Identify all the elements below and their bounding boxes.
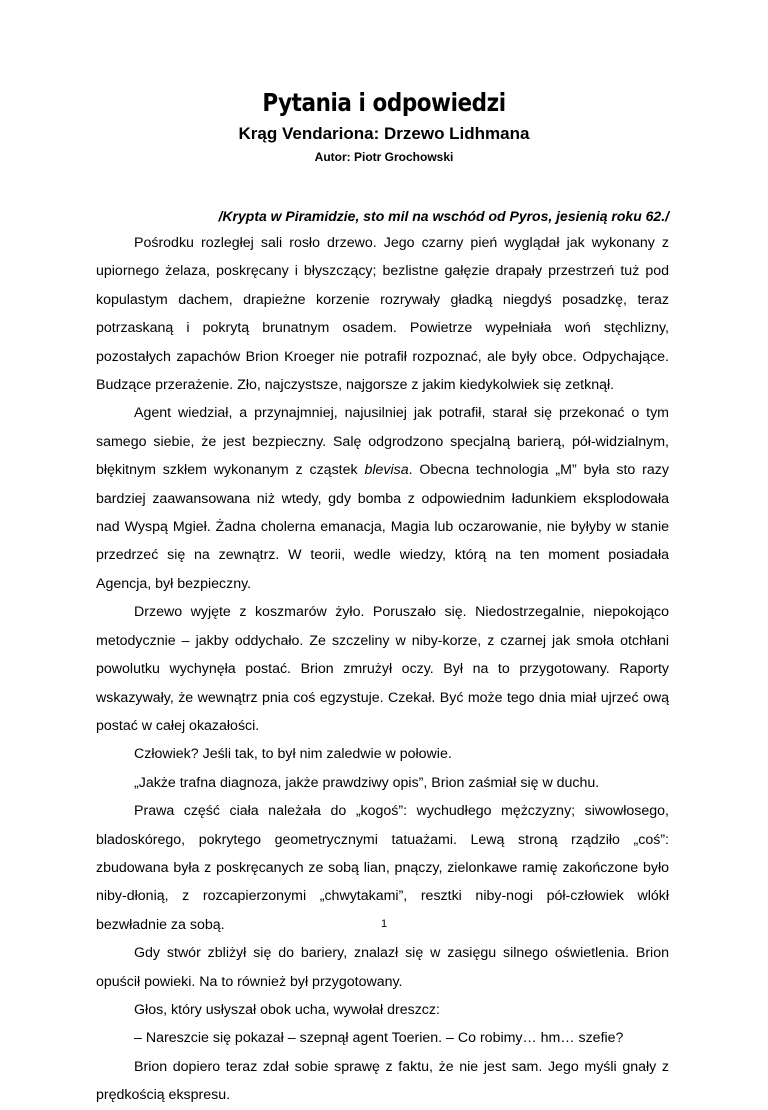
document-subtitle: Krąg Vendariona: Drzewo Lidhmana	[238, 124, 530, 143]
paragraph: Drzewo wyjęte z koszmarów żyło. Poruszało się. Niedostrzegalnie, niepokojąco metodycznie – jakby oddychało. Ze szczeliny w niby-korze, z czarnej jak smoła otchłani powolutku wychynęła postać. Brion zmrużył oczy. Był na to przygotowany. Raporty wskazywały, że wewnątrz pnia coś egzystuje. Czekał. Być może tego dnia miał ujrzeć ową postać w całej okazałości.	[96, 604, 669, 734]
paragraph: Pośrodku rozległej sali rosło drzewo. Jego czarny pień wyglądał jak wykonany z upiornego żelaza, poskręcany i błyszczący; bezlistne gałęzie drapały przestrzeń tuż pod kopulastym dachem, drapieżne korzenie rozrywały gładką niegdyś posadzkę, teraz potrzaskaną i pokrytą brunatnym osadem. Powietrze wypełniała woń stęchlizny, pozostałych zapachów Brion Kroeger nie potrafił rozpoznać, ale były obce. Odpychające. Budzące przerażenie. Zło, najczystsze, najgorsze z jakim kiedykolwiek się zetknął.	[96, 235, 669, 394]
paragraph: „Jakże trafna diagnoza, jakże prawdziwy opis”, Brion zaśmiał się w duchu.	[134, 774, 600, 791]
author-line: Autor: Piotr Grochowski	[314, 150, 454, 164]
paragraph: Brion dopiero teraz zdał sobie sprawę z faktu, że nie jest sam. Jego myśli gnały z prędkością ekspresu.	[96, 1058, 669, 1104]
scene-dateline: /Krypta w Piramidzie, sto mil na wschód od Pyros, jesienią roku 62./	[218, 208, 669, 224]
italic-term: blevisa	[364, 462, 409, 479]
document-title: Pytania i odpowiedzi	[262, 88, 506, 117]
page-number: 1	[380, 918, 388, 930]
paragraph: Gdy stwór zbliżył się do bariery, znalazł się w zasięgu silnego oświetlenia. Brion opuścił powieki. Na to również był przygotowany.	[96, 945, 669, 990]
body-text	[96, 229, 669, 1110]
paragraph: Prawa część ciała należała do „kogoś”: wychudłego mężczyzny; siwowłosego, bladoskórego, pokrytego geometrycznymi tatuażami. Lewą stroną rządziło „coś”: zbudowana była z poskręcanych ze sobą lian, pnączy, zielonkawe ramię zakończone było niby-dłonią, z rozcapierzonymi „chwytakami”, resztki niby-nogi pół-człowiek wlókł bezwładnie za sobą.	[96, 803, 669, 933]
paragraph-text: Agent wiedział, a przynajmniej, najusilniej jak potrafił, starał się przekonać o tym samego siebie, że jest bezpieczny. Salę odgrodzono specjalną barierą, pół-widzialnym, błękitnym szkłem wykonanym z cząstek	[96, 405, 669, 479]
paragraph	[96, 399, 669, 598]
paragraph: Człowiek? Jeśli tak, to był nim zaledwie w połowie.	[134, 746, 452, 763]
paragraph-text: . Obecna technologia „M” była sto razy bardziej zaawansowana niż wtedy, gdy bomba z odpowiednim ładunkiem eksplodowała nad Wyspą Mgieł. Żadna cholerna emanacja, Magia lub oczarowanie, nie byłyby w stanie przedrzeć się na zewnątrz. W teorii, wedle wiedzy, którą na ten moment posiadała Agencja, był bezpieczny.	[96, 462, 669, 592]
paragraph: – Nareszcie się pokazał – szepnął agent Toerien. – Co robimy… hm… szefie?	[134, 1030, 624, 1047]
paragraph: Głos, który usłyszał obok ucha, wywołał dreszcz:	[134, 1001, 440, 1018]
